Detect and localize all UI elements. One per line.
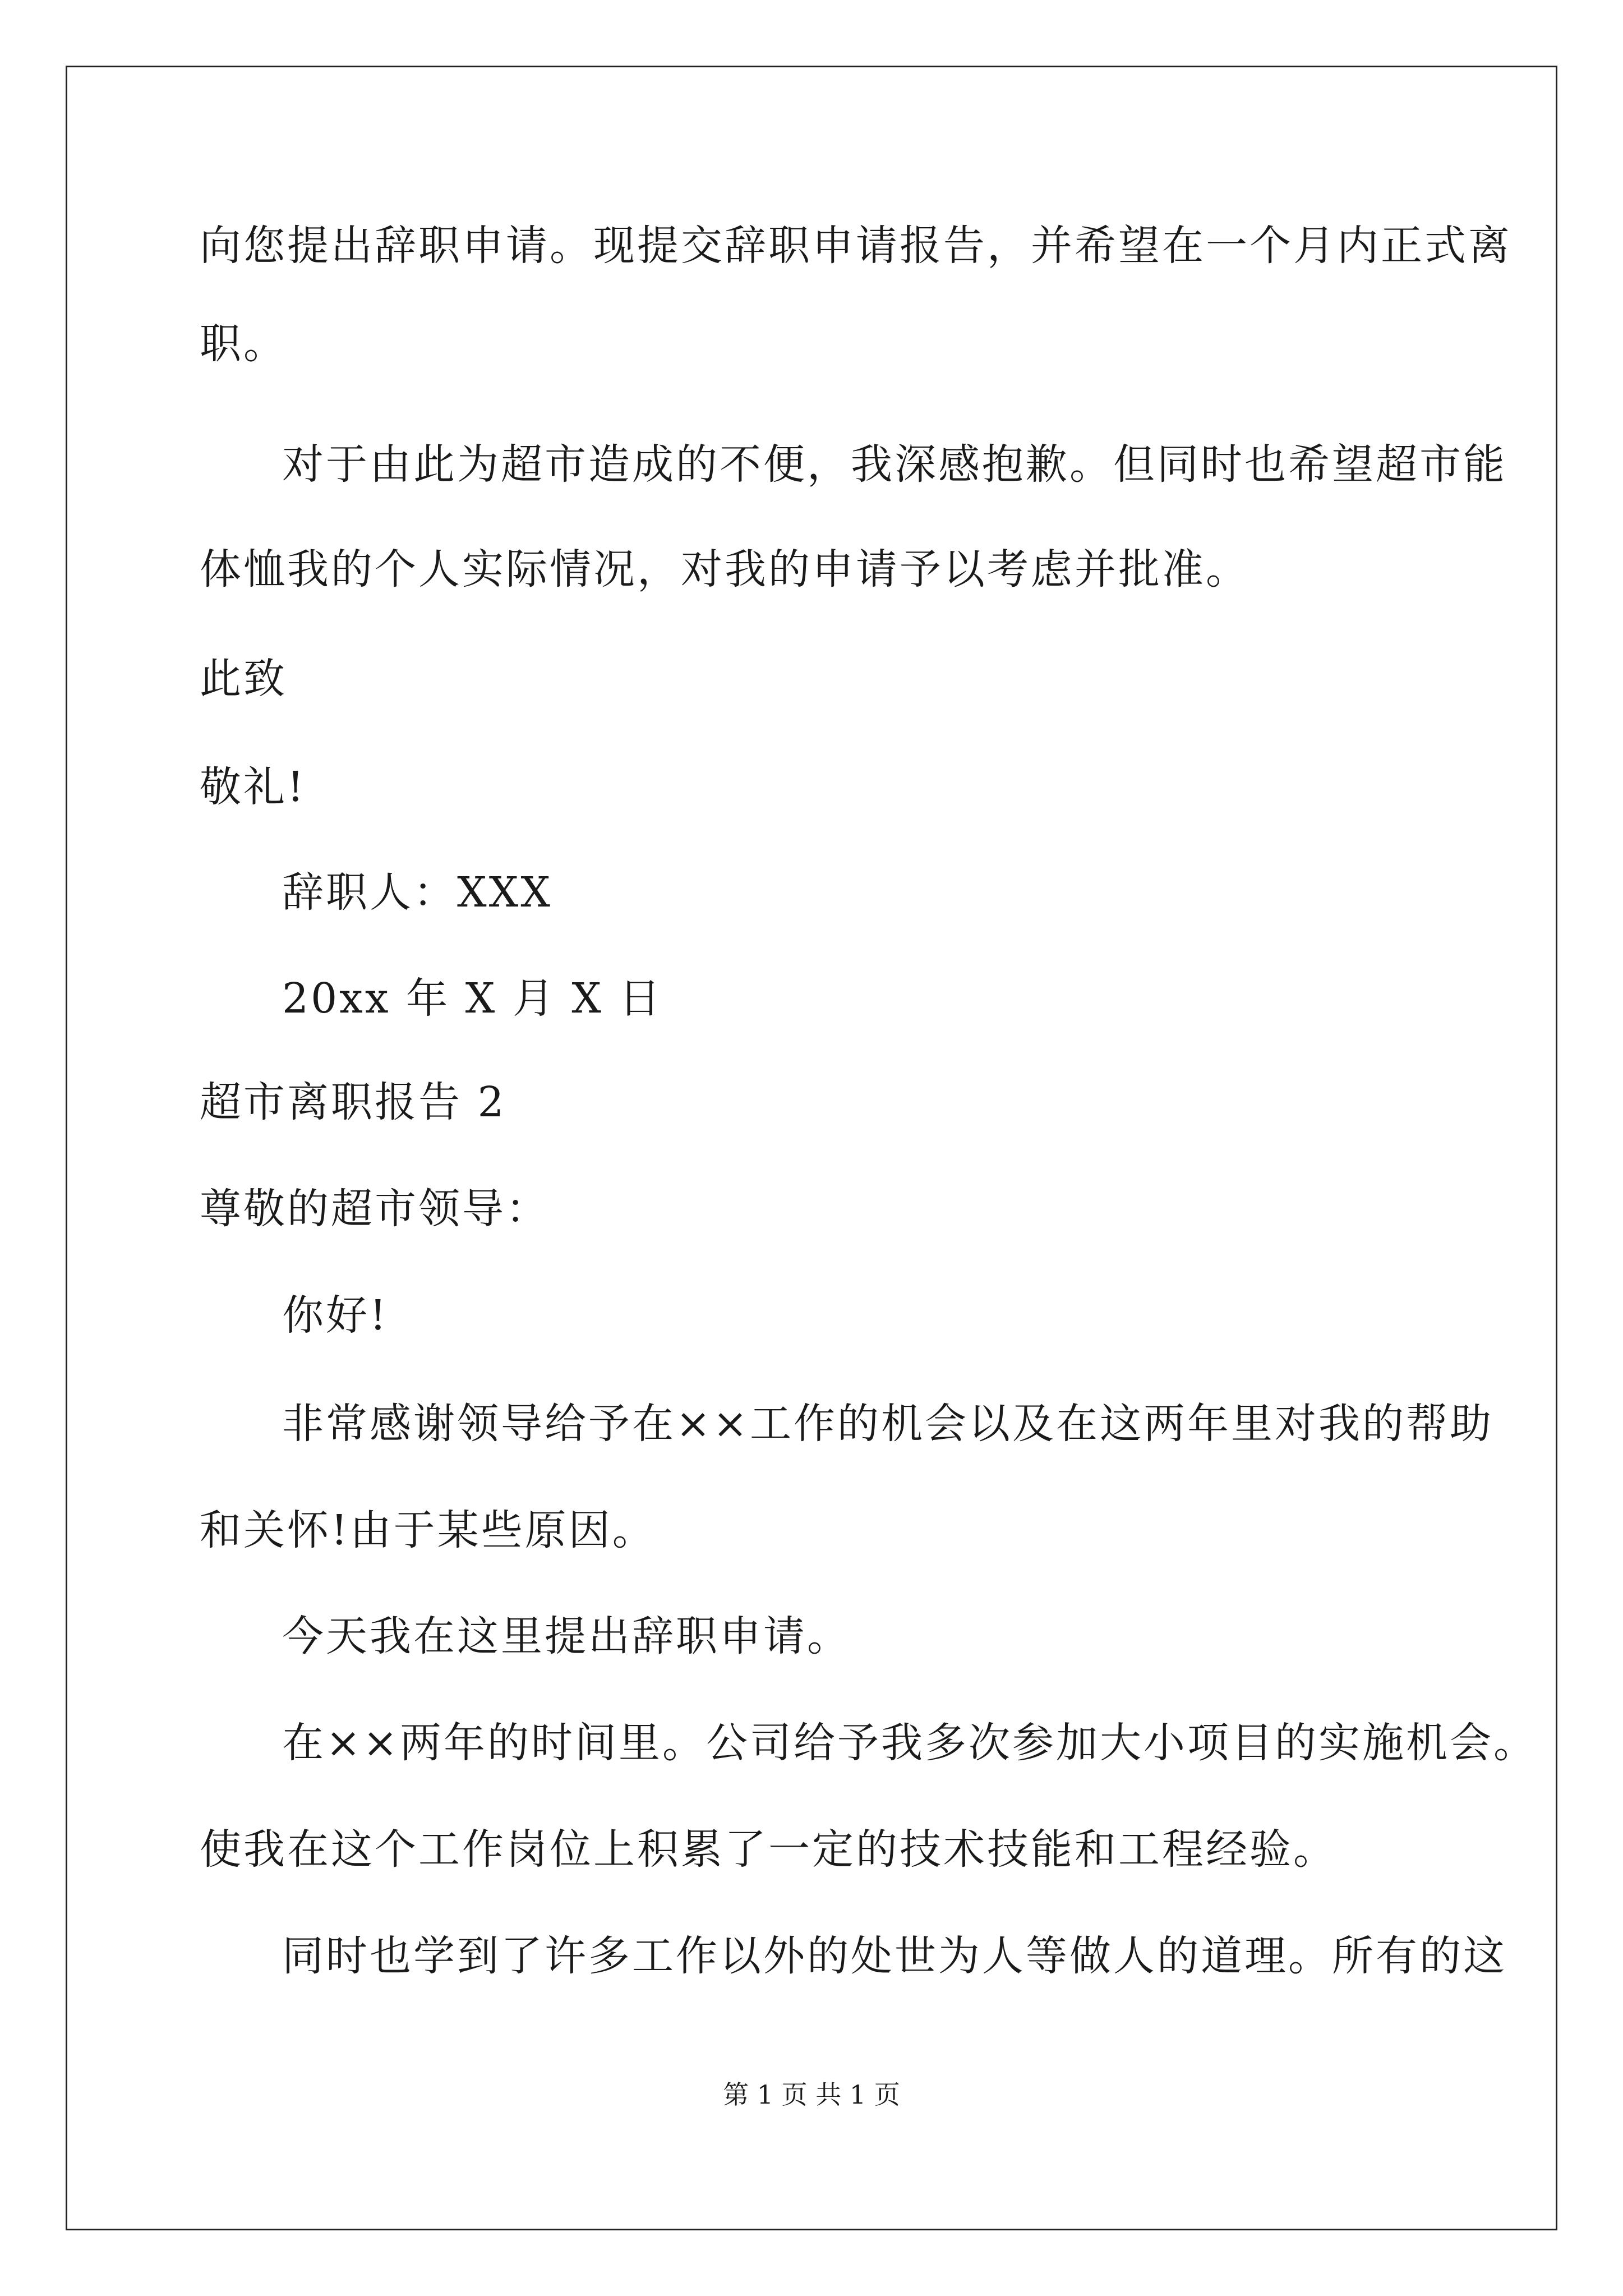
date-line: 20xx 年 X 月 X 日 [282, 974, 663, 1023]
salutation-line: 敬礼! [200, 763, 306, 811]
body-line-14: 今天我在这里提出辞职申请。 [282, 1612, 851, 1660]
body-line-1: 向您提出辞职申请。现提交辞职申请报告，并希望在一个月内正式离 [200, 222, 1512, 270]
body-line-2: 职。 [200, 320, 287, 368]
body-line-17: 同时也学到了许多工作以外的处世为人等做人的道理。所有的这 [282, 1932, 1507, 1980]
body-line-13: 和关怀!由于某些原因。 [200, 1506, 656, 1554]
section-heading: 超市离职报告 2 [200, 1078, 506, 1126]
page-border [66, 66, 1557, 2230]
body-line-16: 使我在这个工作岗位上积累了一定的技术技能和工程经验。 [200, 1825, 1337, 1874]
body-line-3: 对于由此为超市造成的不便，我深感抱歉。但同时也希望超市能 [282, 440, 1507, 489]
signature-line: 辞职人：XXX [282, 868, 553, 917]
page-footer: 第 1 页 共 1 页 [723, 2079, 900, 2110]
greeting-line: 尊敬的超市领导： [200, 1185, 550, 1233]
hello-line: 你好! [282, 1291, 389, 1340]
body-line-15: 在××两年的时间里。公司给予我多次参加大小项目的实施机会。 [282, 1719, 1538, 1767]
body-line-4: 体恤我的个人实际情况，对我的申请予以考虑并批准。 [200, 545, 1249, 593]
closing-line: 此致 [200, 655, 287, 703]
body-line-12: 非常感谢领导给予在××工作的机会以及在这两年里对我的帮助 [282, 1400, 1494, 1448]
